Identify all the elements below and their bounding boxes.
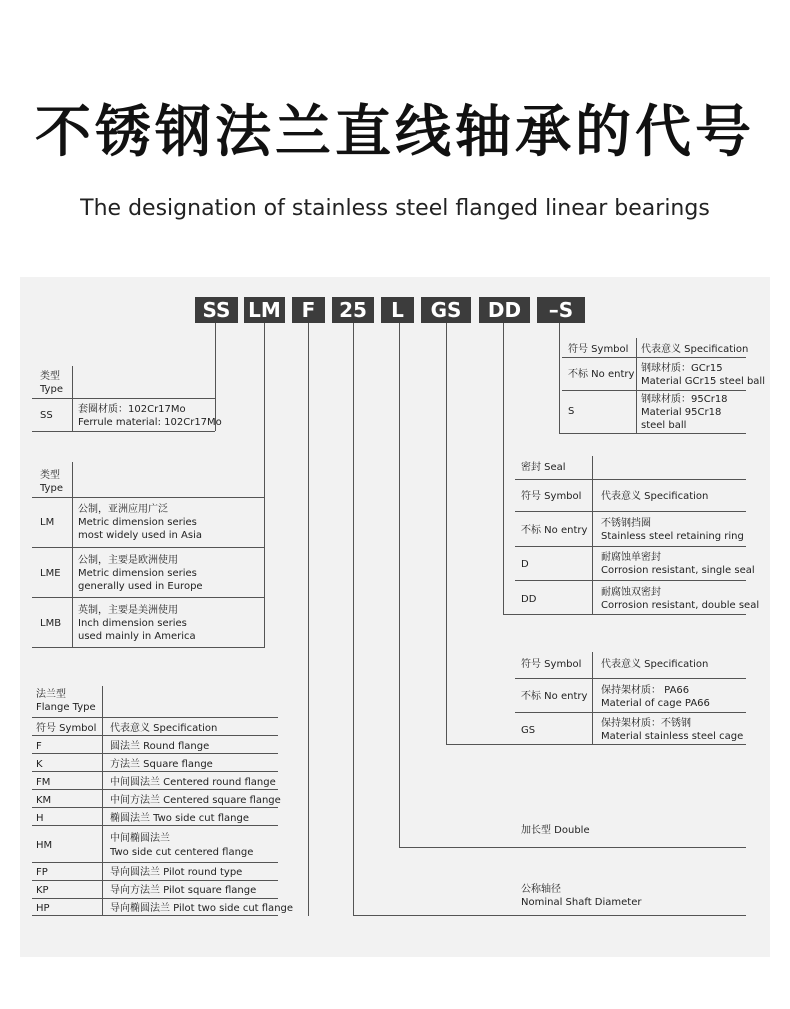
- connector-gs-h: [446, 744, 746, 745]
- flange-rule-1: [32, 771, 278, 772]
- type-lm-rule-2: [32, 597, 264, 598]
- type-ss-rule: [32, 398, 215, 399]
- ball-spec-none-en: Material GCr15 steel ball: [641, 376, 765, 387]
- cage-col-spec: 代表意义 Specification: [601, 659, 709, 670]
- flange-header-cn: 法兰型: [36, 689, 66, 700]
- flange-symbol-kp: KP: [36, 885, 49, 896]
- ball-divider: [636, 338, 637, 434]
- connector-l-h: [399, 847, 746, 848]
- type-lm-spec-lm-en2: most widely used in Asia: [78, 530, 202, 541]
- ball-symbol-s: S: [568, 406, 575, 417]
- seal-symbol-d: D: [521, 559, 529, 570]
- flange-symbol-k: K: [36, 759, 43, 770]
- flange-spec-hm-cn: 中间椭圆法兰: [110, 833, 170, 844]
- flange-symbol-fp: FP: [36, 867, 48, 878]
- flange-spec-hm-en: Two side cut centered flange: [110, 847, 254, 858]
- flange-col-spec: 代表意义 Specification: [110, 723, 218, 734]
- cage-spec-none-cn: 保持架材质： PA66: [601, 685, 690, 696]
- flange-spec-k: 方法兰 Square flange: [110, 759, 213, 770]
- connector-ss: [215, 323, 216, 431]
- flange-symbol-fm: FM: [36, 777, 51, 788]
- type-lm-rule-1: [32, 547, 264, 548]
- type-ss-spec-en: Ferrule material: 102Cr17Mo: [78, 417, 222, 428]
- connector-s: [559, 323, 560, 434]
- cage-rule-0: [515, 712, 746, 713]
- type-ss-header-en: Type: [40, 384, 63, 395]
- code-ss: SS: [195, 297, 238, 323]
- connector-dd: [503, 323, 504, 615]
- double-label: 加长型 Double: [521, 825, 590, 836]
- flange-rule-6: [32, 880, 278, 881]
- seal-symbol-none: 不标 No entry: [521, 525, 588, 536]
- seal-col-symbol: 符号 Symbol: [521, 491, 582, 502]
- page-title-en: The designation of stainless steel flanged linear bearings: [80, 196, 710, 221]
- seal-spec-d-cn: 耐腐蚀单密封: [601, 552, 661, 563]
- type-lm-symbol-lme: LME: [40, 568, 61, 579]
- seal-spec-none-en: Stainless steel retaining ring: [601, 531, 744, 542]
- flange-col-symbol: 符号 Symbol: [36, 723, 97, 734]
- flange-spec-f: 圆法兰 Round flange: [110, 741, 210, 752]
- type-lm-spec-lme-en2: generally used in Europe: [78, 581, 203, 592]
- connector-dd-h: [503, 614, 746, 615]
- cage-divider: [592, 652, 593, 744]
- flange-rule-7: [32, 898, 278, 899]
- flange-symbol-f: F: [36, 741, 42, 752]
- type-ss-spec-cn: 套圈材质：102Cr17Mo: [78, 404, 186, 415]
- code-l: L: [381, 297, 414, 323]
- code-s: –S: [537, 297, 585, 323]
- type-lm-spec-lmb-en2: used mainly in America: [78, 631, 196, 642]
- connector-25: [353, 323, 354, 916]
- ball-symbol-none: 不标 No entry: [568, 369, 635, 380]
- flange-rule-2: [32, 789, 278, 790]
- type-ss-header-cn: 类型: [40, 371, 60, 382]
- flange-spec-hp: 导向椭圆法兰 Pilot two side cut flange: [110, 903, 294, 914]
- ball-spec-s-en2: steel ball: [641, 420, 687, 431]
- code-f: F: [292, 297, 325, 323]
- flange-bottom: [32, 915, 278, 916]
- connector-f: [308, 323, 309, 916]
- flange-symbol-km: KM: [36, 795, 52, 806]
- seal-rule-0: [515, 546, 746, 547]
- ball-spec-s-en1: Material 95Cr18: [641, 407, 722, 418]
- flange-rule-top: [32, 717, 278, 718]
- ball-col-spec: 代表意义 Specification: [641, 344, 749, 355]
- type-lm-divider: [72, 462, 73, 648]
- cage-spec-none-en: Material of cage PA66: [601, 698, 710, 709]
- flange-rule-5: [32, 862, 278, 863]
- flange-header-en: Flange Type: [36, 702, 96, 713]
- connector-25-h: [353, 915, 746, 916]
- code-gs: GS: [421, 297, 471, 323]
- ball-spec-none-cn: 钢球材质：GCr15: [641, 363, 723, 374]
- flange-symbol-hm: HM: [36, 840, 53, 851]
- type-ss-symbol: SS: [40, 410, 53, 421]
- seal-spec-d-en: Corrosion resistant, single seal: [601, 565, 755, 576]
- shaft-label-cn: 公称轴径: [521, 884, 561, 895]
- type-lm-spec-lmb-cn: 英制，主要是美洲使用: [78, 605, 178, 616]
- seal-header: 密封 Seal: [521, 462, 566, 473]
- flange-rule-4: [32, 825, 278, 826]
- cage-spec-gs-en: Material stainless steel cage: [601, 731, 744, 742]
- type-ss-bottom: [32, 431, 215, 432]
- flange-rule-0: [32, 753, 278, 754]
- type-lm-header-en: Type: [40, 483, 63, 494]
- flange-divider: [102, 686, 103, 916]
- connector-lm: [264, 323, 265, 648]
- type-lm-rule-0: [32, 497, 264, 498]
- code-25: 25: [332, 297, 374, 323]
- seal-symbol-dd: DD: [521, 594, 537, 605]
- cage-spec-gs-cn: 保持架材质：不锈钢: [601, 718, 691, 729]
- flange-spec-fm: 中间圆法兰 Centered round flange: [110, 777, 276, 788]
- seal-rule-top: [515, 479, 746, 480]
- type-lm-spec-lmb-en1: Inch dimension series: [78, 618, 187, 629]
- code-dd: DD: [479, 297, 530, 323]
- connector-gs: [446, 323, 447, 745]
- type-lm-spec-lme-cn: 公制，主要是欧洲使用: [78, 555, 178, 566]
- type-ss-divider: [72, 366, 73, 431]
- type-lm-spec-lm-en1: Metric dimension series: [78, 517, 197, 528]
- ball-rule-h: [562, 357, 746, 358]
- type-lm-spec-lme-en1: Metric dimension series: [78, 568, 197, 579]
- type-lm-bottom: [32, 647, 264, 648]
- connector-l: [399, 323, 400, 848]
- flange-spec-kp: 导向方法兰 Pilot square flange: [110, 885, 257, 896]
- flange-rule-3: [32, 807, 278, 808]
- type-lm-symbol-lm: LM: [40, 517, 55, 528]
- seal-col-spec: 代表意义 Specification: [601, 491, 709, 502]
- seal-rule-h: [515, 511, 746, 512]
- page-title-cn: 不锈钢法兰直线轴承的代号: [35, 100, 755, 165]
- ball-bottom: [559, 433, 746, 434]
- cage-symbol-gs: GS: [521, 725, 536, 736]
- type-lm-symbol-lmb: LMB: [40, 618, 62, 629]
- type-lm-spec-lm-cn: 公制，亚洲应用广泛: [78, 504, 168, 515]
- ball-rule-0: [562, 390, 746, 391]
- seal-spec-none-cn: 不锈钢挡圈: [601, 518, 651, 529]
- flange-spec-fp: 导向圆法兰 Pilot round type: [110, 867, 243, 878]
- flange-spec-h: 椭圆法兰 Two side cut flange: [110, 813, 249, 824]
- flange-spec-km: 中间方法兰 Centered square flange: [110, 795, 281, 806]
- cage-symbol-none: 不标 No entry: [521, 691, 588, 702]
- cage-rule-h: [515, 678, 746, 679]
- flange-rule-h: [32, 735, 278, 736]
- flange-symbol-hp: HP: [36, 903, 50, 914]
- seal-rule-1: [515, 580, 746, 581]
- ball-col-symbol: 符号 Symbol: [568, 344, 629, 355]
- seal-spec-dd-cn: 耐腐蚀双密封: [601, 587, 661, 598]
- type-lm-header-cn: 类型: [40, 470, 60, 481]
- flange-symbol-h: H: [36, 813, 44, 824]
- cage-col-symbol: 符号 Symbol: [521, 659, 582, 670]
- ball-spec-s-cn: 钢球材质：95Cr18: [641, 394, 728, 405]
- seal-spec-dd-en: Corrosion resistant, double seal: [601, 600, 760, 611]
- shaft-label-en: Nominal Shaft Diameter: [521, 897, 642, 908]
- code-lm: LM: [244, 297, 285, 323]
